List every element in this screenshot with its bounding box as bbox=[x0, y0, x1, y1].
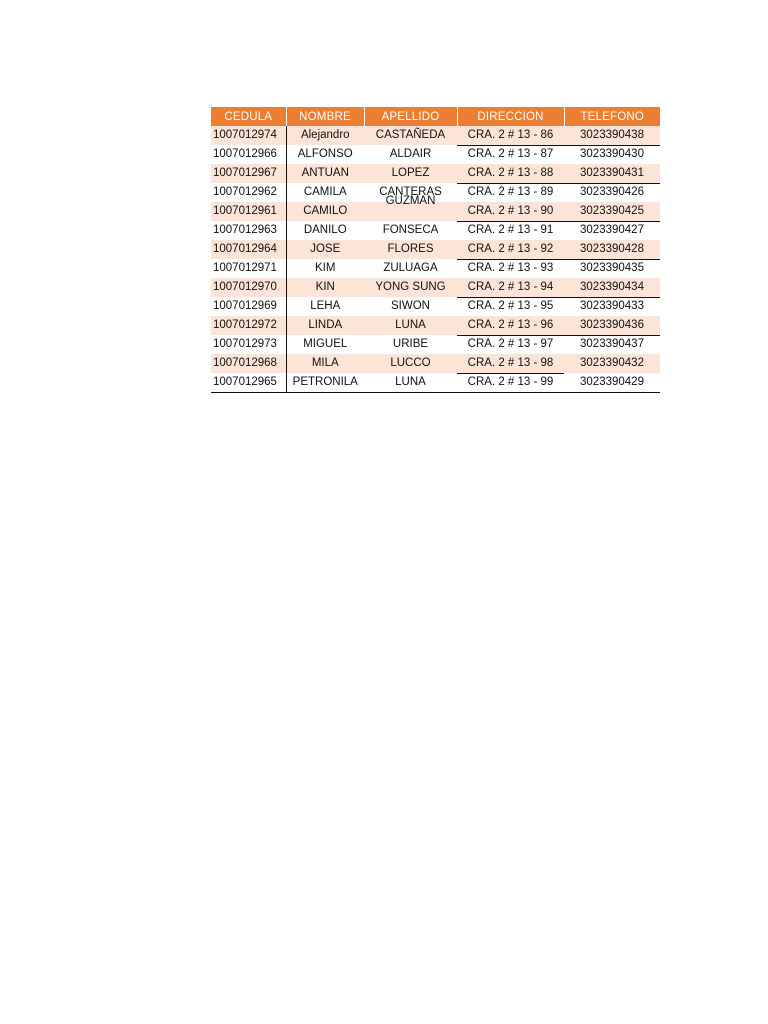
cell-text-nombre: PETRONILA bbox=[292, 376, 358, 388]
cell-text-apellido: LOPEZ bbox=[391, 167, 430, 179]
cell-text-apellido: CASTAÑEDA bbox=[375, 129, 446, 141]
cell-text-apellido: URIBE bbox=[392, 338, 429, 350]
cell-text-nombre: LEHA bbox=[310, 300, 341, 312]
cell-telefono bbox=[564, 335, 660, 354]
cell-direccion bbox=[457, 240, 564, 259]
cell-text-direccion: CRA. 2 # 13 - 94 bbox=[467, 280, 554, 293]
cell-telefono bbox=[564, 164, 660, 183]
table-row bbox=[211, 145, 660, 164]
cell-text-telefono: 3023390431 bbox=[580, 166, 644, 179]
cell-direccion bbox=[457, 354, 564, 373]
cell-nombre bbox=[286, 316, 364, 335]
cell-cedula bbox=[211, 145, 286, 164]
cell-apellido bbox=[364, 183, 457, 207]
cell-apellido bbox=[364, 126, 457, 145]
cell-text-cedula: 1007012964 bbox=[213, 243, 277, 255]
cell-telefono bbox=[564, 354, 660, 373]
cell-text-apellido: FLORES bbox=[387, 243, 434, 255]
header-cedula: CEDULA bbox=[211, 107, 286, 126]
cell-telefono bbox=[564, 316, 660, 335]
cell-cedula bbox=[211, 126, 286, 145]
cell-text-telefono: 3023390430 bbox=[580, 148, 644, 161]
cell-text-apellido-continued: GUZMAN bbox=[385, 195, 436, 207]
table-row bbox=[211, 297, 660, 316]
cell-nombre bbox=[286, 297, 364, 316]
table-row bbox=[211, 126, 660, 145]
cell-cedula bbox=[211, 278, 286, 297]
cell-text-telefono: 3023390429 bbox=[580, 376, 644, 388]
cell-cedula bbox=[211, 164, 286, 183]
cell-apellido bbox=[364, 164, 457, 183]
cell-text-direccion: CRA. 2 # 13 - 99 bbox=[467, 376, 554, 389]
cell-text-cedula: 1007012961 bbox=[213, 205, 277, 217]
cell-text-nombre: MILA bbox=[311, 357, 339, 369]
cell-direccion bbox=[457, 183, 564, 202]
contacts-table bbox=[211, 107, 660, 393]
cell-text-apellido: ALDAIR bbox=[389, 148, 432, 160]
cell-apellido bbox=[364, 373, 457, 393]
cell-text-direccion: CRA. 2 # 13 - 98 bbox=[467, 356, 554, 369]
cell-text-apellido: LUNA bbox=[395, 319, 426, 331]
cell-nombre bbox=[286, 164, 364, 183]
table-row bbox=[211, 278, 660, 297]
cell-nombre bbox=[286, 278, 364, 297]
cell-text-apellido: SIWON bbox=[391, 300, 430, 312]
cell-cedula bbox=[211, 183, 286, 202]
table-row bbox=[211, 316, 660, 335]
cell-apellido bbox=[364, 335, 457, 354]
cell-text-direccion: CRA. 2 # 13 - 93 bbox=[467, 262, 554, 275]
table-body bbox=[211, 126, 660, 393]
cell-cedula bbox=[211, 259, 286, 278]
cell-text-nombre: KIM bbox=[315, 262, 336, 274]
cell-text-nombre: ALFONSO bbox=[297, 148, 353, 160]
cell-apellido bbox=[364, 221, 457, 240]
cell-text-direccion: CRA. 2 # 13 - 97 bbox=[467, 338, 554, 351]
cell-nombre bbox=[286, 183, 364, 202]
table-row bbox=[211, 373, 660, 393]
cell-text-cedula: 1007012969 bbox=[213, 300, 277, 312]
cell-text-cedula: 1007012963 bbox=[213, 224, 277, 236]
cell-text-nombre: CAMILA bbox=[303, 186, 347, 198]
cell-direccion bbox=[457, 221, 564, 240]
cell-text-direccion: CRA. 2 # 13 - 91 bbox=[467, 224, 554, 237]
cell-telefono bbox=[564, 202, 660, 221]
cell-text-cedula: 1007012971 bbox=[213, 262, 277, 274]
cell-direccion bbox=[457, 297, 564, 316]
cell-text-telefono: 3023390432 bbox=[580, 357, 644, 369]
cell-text-direccion: CRA. 2 # 13 - 96 bbox=[467, 318, 554, 331]
cell-nombre bbox=[286, 145, 364, 164]
cell-cedula bbox=[211, 297, 286, 316]
cell-apellido bbox=[364, 259, 457, 278]
header-row bbox=[211, 107, 660, 126]
cell-text-nombre: Alejandro bbox=[300, 129, 350, 141]
table-row bbox=[211, 164, 660, 183]
cell-text-direccion: CRA. 2 # 13 - 86 bbox=[467, 128, 554, 141]
cell-text-telefono: 3023390438 bbox=[580, 128, 644, 141]
cell-nombre bbox=[286, 373, 364, 393]
cell-text-cedula: 1007012970 bbox=[213, 281, 277, 293]
cell-nombre bbox=[286, 126, 364, 145]
cell-apellido bbox=[364, 145, 457, 164]
cell-nombre bbox=[286, 221, 364, 240]
cell-telefono bbox=[564, 297, 660, 316]
cell-cedula bbox=[211, 240, 286, 259]
cell-text-apellido: CANTERAS bbox=[379, 186, 442, 198]
cell-telefono bbox=[564, 259, 660, 278]
cell-apellido bbox=[364, 278, 457, 297]
cell-nombre bbox=[286, 240, 364, 259]
cell-text-nombre: DANILO bbox=[303, 224, 347, 236]
cell-text-apellido: LUNA bbox=[395, 376, 426, 388]
cell-direccion bbox=[457, 164, 564, 183]
cell-telefono bbox=[564, 240, 660, 259]
cell-text-cedula: 1007012974 bbox=[213, 129, 277, 141]
cell-text-telefono: 3023390427 bbox=[580, 224, 644, 237]
cell-text-nombre: CAMILO bbox=[303, 205, 348, 217]
table-row bbox=[211, 259, 660, 278]
cell-text-nombre: JOSE bbox=[310, 243, 341, 255]
cell-text-telefono: 3023390433 bbox=[580, 300, 644, 313]
cell-text-direccion: CRA. 2 # 13 - 87 bbox=[467, 148, 554, 161]
cell-nombre bbox=[286, 202, 364, 221]
cell-text-telefono: 3023390428 bbox=[580, 242, 644, 255]
cell-text-direccion: CRA. 2 # 13 - 89 bbox=[467, 186, 554, 199]
cell-direccion bbox=[457, 373, 564, 393]
cell-text-telefono: 3023390436 bbox=[580, 318, 644, 331]
cell-apellido bbox=[364, 240, 457, 259]
cell-text-telefono: 3023390434 bbox=[580, 280, 644, 293]
cell-text-apellido: LUCCO bbox=[390, 357, 431, 369]
cell-telefono bbox=[564, 126, 660, 145]
cell-text-nombre: KIN bbox=[315, 281, 335, 293]
cell-direccion bbox=[457, 126, 564, 145]
cell-direccion bbox=[457, 145, 564, 164]
cell-text-cedula: 1007012967 bbox=[213, 167, 277, 179]
cell-text-telefono: 3023390435 bbox=[580, 262, 644, 275]
cell-text-cedula: 1007012962 bbox=[213, 186, 277, 198]
table-row bbox=[211, 183, 660, 202]
cell-cedula bbox=[211, 373, 286, 393]
cell-text-direccion: CRA. 2 # 13 - 95 bbox=[467, 300, 554, 313]
cell-telefono bbox=[564, 221, 660, 240]
cell-text-apellido: FONSECA bbox=[382, 224, 439, 236]
header-direccion: DIRECCION bbox=[457, 107, 564, 126]
cell-nombre bbox=[286, 354, 364, 373]
cell-cedula bbox=[211, 335, 286, 354]
cell-apellido bbox=[364, 297, 457, 316]
cell-text-direccion: CRA. 2 # 13 - 90 bbox=[467, 204, 554, 217]
cell-direccion bbox=[457, 259, 564, 278]
cell-text-direccion: CRA. 2 # 13 - 92 bbox=[467, 242, 554, 255]
table-row bbox=[211, 335, 660, 354]
cell-text-nombre: LINDA bbox=[308, 319, 343, 331]
cell-apellido bbox=[364, 316, 457, 335]
cell-direccion bbox=[457, 278, 564, 297]
cell-nombre bbox=[286, 335, 364, 354]
cell-text-cedula: 1007012972 bbox=[213, 319, 277, 331]
cell-apellido bbox=[364, 354, 457, 373]
cell-text-telefono: 3023390437 bbox=[580, 338, 644, 351]
cell-telefono bbox=[564, 183, 660, 202]
cell-text-apellido: ZULUAGA bbox=[383, 262, 438, 274]
cell-text-cedula: 1007012965 bbox=[213, 376, 277, 388]
header-telefono: TELEFONO bbox=[564, 107, 660, 126]
header-apellido: APELLIDO bbox=[364, 107, 457, 126]
cell-text-cedula: 1007012966 bbox=[213, 148, 277, 160]
cell-direccion bbox=[457, 202, 564, 221]
cell-text-cedula: 1007012973 bbox=[213, 338, 277, 350]
cell-direccion bbox=[457, 316, 564, 335]
table-row bbox=[211, 221, 660, 240]
cell-text-telefono: 3023390425 bbox=[580, 204, 644, 217]
cell-telefono bbox=[564, 373, 660, 393]
cell-text-direccion: CRA. 2 # 13 - 88 bbox=[467, 166, 554, 179]
cell-text-telefono: 3023390426 bbox=[580, 186, 644, 199]
cell-nombre bbox=[286, 259, 364, 278]
cell-telefono bbox=[564, 278, 660, 297]
cell-text-nombre: ANTUAN bbox=[301, 167, 349, 179]
cell-text-cedula: 1007012968 bbox=[213, 357, 277, 369]
cell-cedula bbox=[211, 202, 286, 221]
header-nombre: NOMBRE bbox=[286, 107, 364, 126]
table-row bbox=[211, 354, 660, 373]
cell-text-apellido: YONG SUNG bbox=[375, 281, 446, 293]
table-row bbox=[211, 240, 660, 259]
cell-cedula bbox=[211, 354, 286, 373]
cell-text-nombre: MIGUEL bbox=[303, 338, 348, 350]
cell-cedula bbox=[211, 221, 286, 240]
cell-direccion bbox=[457, 335, 564, 354]
cell-cedula bbox=[211, 316, 286, 335]
cell-telefono bbox=[564, 145, 660, 164]
